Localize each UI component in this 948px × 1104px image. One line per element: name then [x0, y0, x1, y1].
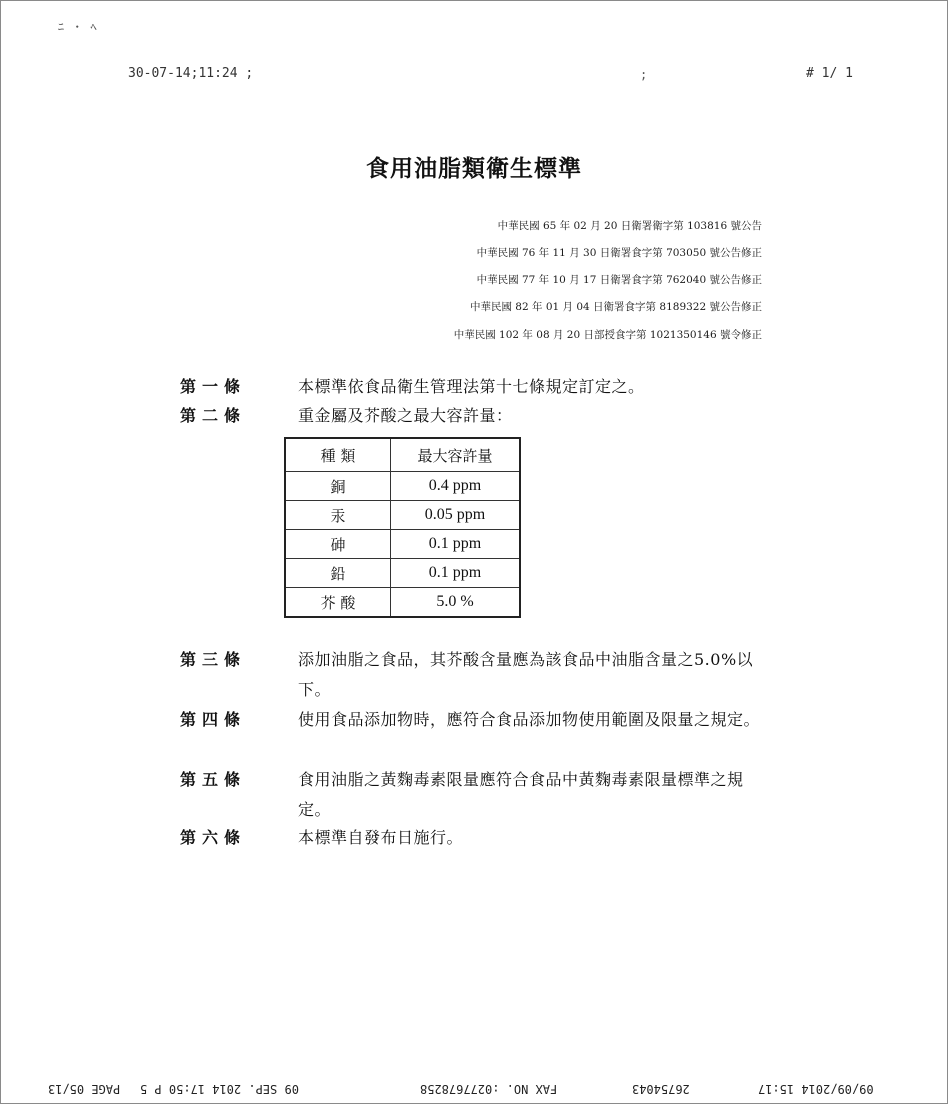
footer-fax-date: 09/09/2014 15:17 [758, 1082, 874, 1096]
table-row [285, 559, 520, 588]
history-line: 中華民國 82 年 01 月 04 日衛署食字第 8189322 號公告修正 [469, 301, 762, 313]
table-row [285, 472, 520, 501]
max-limit-table [284, 437, 521, 618]
page-marker: # 1/ 1 [806, 66, 853, 81]
article-5 [180, 765, 770, 825]
table-header-row [285, 438, 520, 472]
footer-fax-no: FAX NO. :0277678258 [420, 1082, 558, 1096]
article-3 [180, 645, 770, 705]
history-line: 中華民國 102 年 08 月 20 日部授食字第 1021350146 號令修正 [453, 329, 762, 341]
table-row [285, 588, 520, 618]
article-4 [180, 705, 770, 735]
article-1 [180, 372, 770, 402]
article-2 [180, 401, 770, 431]
table-cell-limit: 0.05 ppm [391, 501, 521, 530]
article-label: 第五條 [180, 770, 247, 789]
table-cell-limit: 0.4 ppm [391, 472, 521, 501]
article-text: 添加油脂之食品，其芥酸含量應為該食品中油脂含量之5.0%以下。 [298, 650, 754, 699]
article-text: 重金屬及芥酸之最大容許量： [298, 406, 513, 425]
article-text: 使用食品添加物時，應符合食品添加物使用範圍及限量之規定。 [298, 710, 761, 729]
article-label: 第三條 [180, 650, 247, 669]
history-line: 中華民國 77 年 10 月 17 日衛署食字第 762040 號公告修正 [476, 274, 762, 286]
table-cell-substance: 鉛 [285, 559, 391, 588]
table-cell-limit: 0.1 ppm [391, 559, 521, 588]
table-cell-substance: 銅 [285, 472, 391, 501]
article-6 [180, 823, 770, 853]
article-text: 本標準依食品衛生管理法第十七條規定訂定之。 [298, 377, 645, 396]
article-label: 第一條 [180, 377, 247, 396]
column-header-type: 種 類 [285, 438, 391, 472]
table-cell-limit: 5.0 % [391, 588, 521, 618]
history-line: 中華民國 65 年 02 月 20 日衛署衛字第 103816 號公告 [497, 220, 762, 232]
table-cell-limit: 0.1 ppm [391, 530, 521, 559]
table-cell-substance: 芥 酸 [285, 588, 391, 618]
table-row [285, 501, 520, 530]
table-cell-substance: 砷 [285, 530, 391, 559]
header-mid-mark: ; [640, 68, 648, 82]
table-cell-substance: 汞 [285, 501, 391, 530]
article-label: 第六條 [180, 828, 247, 847]
article-label: 第四條 [180, 710, 247, 729]
corner-mark: ﾆ ・ ﾍ [58, 20, 97, 34]
table-row [285, 530, 520, 559]
footer-page: PAGE 05/13 [48, 1082, 121, 1096]
footer-received: 09 SEP. 2014 17:50 P 5 [140, 1082, 299, 1096]
article-text: 食用油脂之黃麴毒素限量應符合食品中黃麴毒素限量標準之規定。 [298, 770, 744, 819]
document-title: 食用油脂類衛生標準 [366, 155, 582, 182]
fax-timestamp: 30-07-14;11:24 ; [128, 66, 254, 81]
history-line: 中華民國 76 年 11 月 30 日衛署食字第 703050 號公告修正 [476, 247, 762, 259]
footer-fax-number: 26754043 [632, 1082, 690, 1096]
article-label: 第二條 [180, 406, 247, 425]
article-text: 本標準自發布日施行。 [298, 828, 464, 847]
column-header-limit: 最大容許量 [391, 438, 521, 472]
